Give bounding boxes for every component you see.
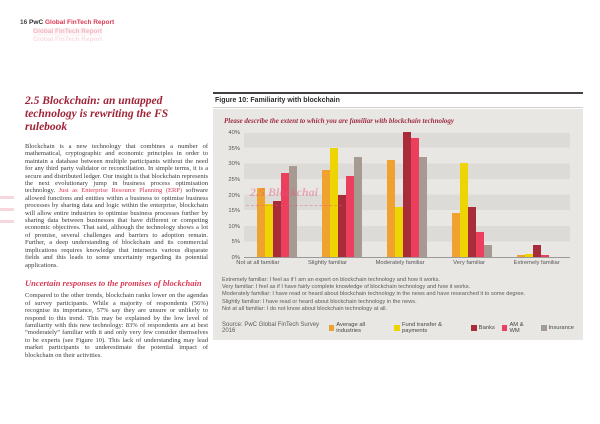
page-header (20, 19, 114, 26)
bar-group (387, 133, 427, 257)
legend-swatch-icon (394, 325, 400, 331)
bar (289, 166, 297, 257)
legend-swatch-icon (502, 325, 508, 331)
bar (257, 188, 265, 257)
bar (460, 163, 468, 257)
y-tick-label: 40% (228, 130, 240, 136)
report-title: Global FinTech Report (44, 19, 115, 26)
bar (419, 157, 427, 257)
page-number: 16 (20, 19, 28, 26)
bar (484, 245, 492, 258)
footnote-line: Extremely familiar: I feel as if I am an expert on blockchain technology and how it works. (222, 277, 440, 283)
bar (541, 255, 549, 257)
bar (330, 148, 338, 257)
footnote-line: Moderately familiar: I have read or heard about blockchain technology in the news and have researched it to some degree. (222, 291, 526, 298)
legend-label: AM & WM (509, 322, 524, 335)
ghost-mark (0, 220, 14, 223)
bar (533, 245, 541, 258)
section-heading: 2.5 Blockchain: an untapped technology is rewriting the FS rulebook (25, 95, 169, 133)
bar-group (452, 133, 492, 257)
legend-item (502, 322, 534, 334)
brand-logo-text: PwC (29, 19, 44, 26)
bar (411, 138, 419, 257)
footnote-line: Slightly familiar: I have read or heard about blockchain technology in the news. (222, 298, 417, 305)
bar (476, 232, 484, 257)
x-axis-labels (222, 260, 574, 266)
ghost-text-line: Global FinTech Report (33, 36, 103, 43)
erp-link-text[interactable]: Just as Enterprise Resource Planning (ERP) (58, 187, 183, 195)
legend-swatch-icon (471, 325, 477, 331)
bar (525, 254, 533, 257)
legend-label: Insurance (548, 325, 574, 332)
legend-item (541, 325, 574, 331)
legend-item (471, 325, 495, 331)
paragraph-2: Compared to the other trends, blockchain ranks lower on the agendas of survey participants. While a majority of respondents (56%) recognise its importance, 57% say they are unsure or unlikely to respond to this trend. This may be explained by the low level of familiarity with this new technology: 83% of respondents are at best “moderately” familiar with it and only very few consider themselves to be experts (see Figure 10). This lack of understanding may lead market participants to underestimate the potential impact of blockchain on their activities. (25, 292, 208, 359)
ghost-text-line: Global FinTech Report (33, 28, 103, 35)
legend-item (394, 322, 463, 334)
legend-label: Fund transfer & payments (402, 322, 442, 335)
ghost-header-echo (33, 28, 102, 44)
x-axis-label: Very familiar (453, 260, 486, 266)
paragraph-1-text: software allowed functions and entities within a business to optimise business processes by sharing data and logic within the enterprise, blockchain will allow entire industries to optimise business processes further by sharing data between businesses that have different or competing economic objectives. That said, although the technology shows a lot of promise, several challenges and barriers to adoption remain. Further, a deep understanding of blockchain and its commercial implications requires knowledge that intersects various disparate fields and this leads to some uncertainty regarding its potential applications. (25, 187, 208, 269)
article-column (25, 95, 208, 366)
sub-heading: Uncertain responses to the promises of blockchain (25, 277, 202, 288)
bar (322, 170, 330, 258)
bar (452, 213, 460, 257)
paragraph-1-text: Blockchain is a new technology that combines a number of mathematical, cryptographic and economic principles in order to maintain a database between multiple participants without the need for any third party validator or reconciliation. In simple terms, it is a secure and distributed ledger. Our insight is that blockchain represents the next evolutionary jump in business process optimisation technology. (25, 143, 208, 195)
footnote-line: Very familiar: I feel as if I have fairly complete knowledge of blockchain technology and how it works. (222, 284, 471, 291)
x-axis-label: Moderately familiar (375, 260, 425, 266)
ghost-chart-echo: 2.5 Blockchai (250, 185, 318, 199)
y-tick-label: 5% (231, 239, 240, 246)
figure-footer (222, 322, 574, 334)
x-axis-label: Not at all familiar (236, 260, 280, 266)
y-tick-label: 30% (228, 161, 240, 168)
figure-title: Figure 10: Familiarity with blockchain (213, 92, 583, 108)
chart-footnotes (222, 277, 574, 313)
bar (265, 204, 273, 257)
chart-plot-area (244, 133, 570, 258)
bar (468, 207, 476, 257)
bar-chart (228, 130, 570, 261)
paragraph-1 (25, 143, 208, 269)
bar (281, 173, 289, 257)
ghost-mark (0, 208, 14, 211)
source-note: Source: PwC Global FinTech Survey 2016 (222, 322, 320, 335)
bar-group (517, 133, 557, 257)
y-tick-label: 0% (231, 255, 240, 261)
x-axis-label: Extremely familiar (513, 260, 560, 266)
chart-legend (329, 322, 574, 334)
figure-10 (213, 92, 583, 340)
bar (338, 195, 346, 258)
bar-group (322, 133, 362, 257)
y-tick-label: 15% (228, 208, 240, 215)
chart-subtitle: Please describe the extent to which you are familiar with blockchain technology (224, 117, 455, 125)
figure-box (213, 109, 583, 340)
legend-swatch-icon (541, 325, 547, 331)
legend-label: Banks (478, 325, 495, 332)
x-axis-label: Slightly familiar (308, 260, 348, 266)
bar (387, 160, 395, 257)
bar (403, 132, 411, 257)
bar (354, 157, 362, 257)
bar (346, 176, 354, 257)
y-tick-label: 10% (228, 223, 240, 230)
bar (517, 255, 525, 257)
legend-item (329, 322, 388, 334)
bar (395, 207, 403, 257)
y-tick-label: 20% (228, 192, 240, 199)
y-tick-label: 35% (228, 145, 240, 152)
ghost-margin-marks (0, 196, 14, 232)
legend-label: Average all industries (336, 322, 366, 335)
ghost-mark (0, 196, 14, 199)
bar-group (257, 133, 297, 257)
y-tick-label: 25% (228, 176, 240, 183)
footnote-line: Not at all familiar: I do not know about blockchain technology at all. (222, 305, 388, 312)
legend-swatch-icon (329, 325, 335, 331)
bar (273, 201, 281, 257)
